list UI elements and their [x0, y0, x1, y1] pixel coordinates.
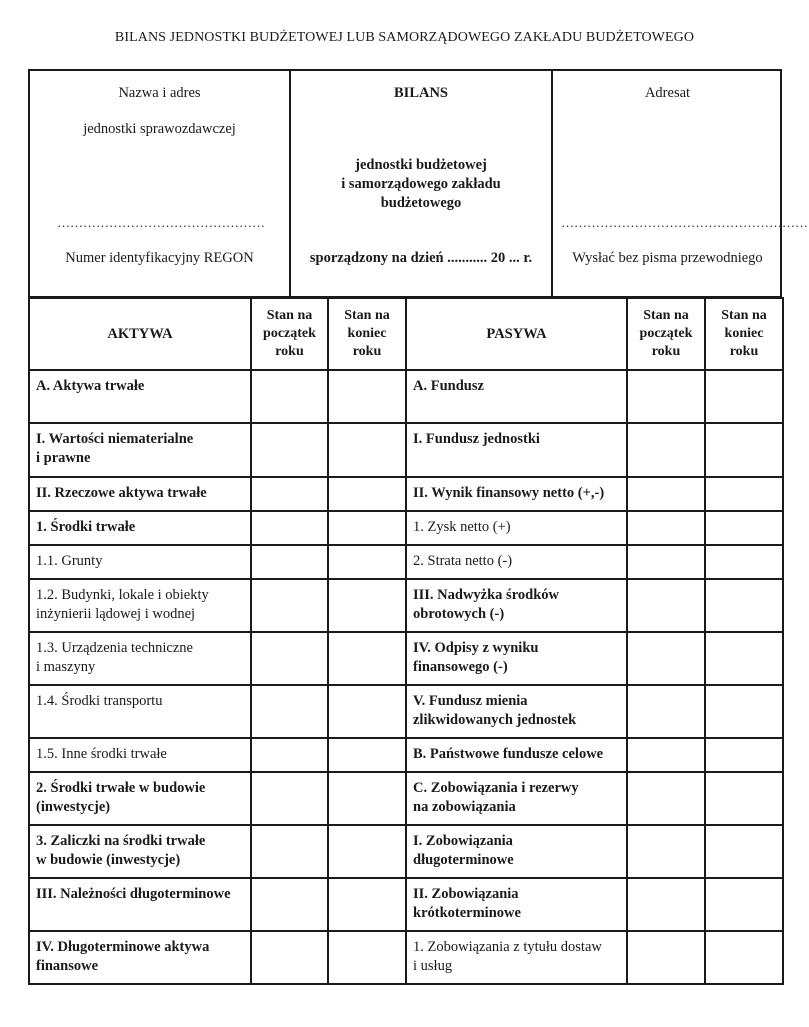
aktywa-item-label: 1.4. Środki transportu: [29, 685, 251, 738]
assets-closing-value-cell[interactable]: [328, 511, 406, 545]
liabilities-closing-value-cell[interactable]: [705, 477, 783, 511]
assets-closing-value-cell[interactable]: [328, 772, 406, 825]
aktywa-item-label: IV. Długoterminowe aktywa finansowe: [29, 931, 251, 984]
assets-closing-value-cell[interactable]: [328, 423, 406, 477]
assets-closing-value-cell[interactable]: [328, 545, 406, 579]
table-row: [29, 423, 783, 477]
aktywa-item-label: 3. Zaliczki na środki trwałe w budowie (inwestycje): [29, 825, 251, 878]
assets-opening-value-cell[interactable]: [251, 931, 328, 984]
aktywa-item-label: 1.2. Budynki, lokale i obiekty inżynierii lądowej i wodnej: [29, 579, 251, 632]
addressee-section: [553, 71, 808, 296]
aktywa-item-label: 1. Środki trwałe: [29, 511, 251, 545]
addressee-dotline: …………………………………………………: [561, 215, 808, 230]
liabilities-closing-value-cell[interactable]: [705, 738, 783, 772]
assets-opening-value-cell[interactable]: [251, 477, 328, 511]
liabilities-closing-value-cell[interactable]: [705, 685, 783, 738]
table-row: [29, 632, 783, 685]
assets-closing-value-cell[interactable]: [328, 825, 406, 878]
pasywa-item-label: C. Zobowiązania i rezerwy na zobowiązania: [406, 772, 627, 825]
table-row: [29, 511, 783, 545]
liabilities-opening-value-cell[interactable]: [627, 931, 705, 984]
aktywa-item-label: 1.1. Grunty: [29, 545, 251, 579]
send-without-letter-label: Wysłać bez pisma przewodniego: [572, 250, 763, 266]
pasywa-item-label: IV. Odpisy z wyniku finansowego (-): [406, 632, 627, 685]
table-row: [29, 878, 783, 931]
table-row: [29, 579, 783, 632]
document-title: BILANS JEDNOSTKI BUDŻETOWEJ LUB SAMORZĄDOWEGO ZAKŁADU BUDŻETOWEGO: [114, 30, 695, 45]
assets-closing-value-cell[interactable]: [328, 477, 406, 511]
assets-opening-balance-header: Stan na początek roku: [251, 298, 328, 370]
addressee-label: Adresat: [644, 85, 691, 101]
pasywa-item-label: I. Fundusz jednostki: [406, 423, 627, 477]
liabilities-closing-value-cell[interactable]: [705, 632, 783, 685]
unit-name-dotline: …………………………………………: [57, 215, 265, 230]
aktywa-item-label: I. Wartości niematerialne i prawne: [29, 423, 251, 477]
assets-opening-value-cell[interactable]: [251, 511, 328, 545]
balance-table: [28, 297, 784, 985]
liabilities-opening-value-cell[interactable]: [627, 772, 705, 825]
assets-opening-value-cell[interactable]: [251, 423, 328, 477]
assets-closing-value-cell[interactable]: [328, 579, 406, 632]
balance-title-section: [291, 71, 553, 296]
pasywa-item-label: III. Nadwyżka środków obrotowych (-): [406, 579, 627, 632]
balance-subtitle-2: i samorządowego zakładu: [341, 176, 501, 192]
assets-closing-value-cell[interactable]: [328, 685, 406, 738]
liabilities-opening-value-cell[interactable]: [627, 632, 705, 685]
liabilities-opening-value-cell[interactable]: [627, 511, 705, 545]
assets-closing-value-cell[interactable]: [328, 738, 406, 772]
table-row: [29, 545, 783, 579]
balance-subtitle-3: budżetowego: [380, 195, 462, 211]
liabilities-closing-value-cell[interactable]: [705, 579, 783, 632]
assets-opening-value-cell[interactable]: [251, 738, 328, 772]
date-field-label: sporządzony na dzień ........... 20 ... r.: [309, 250, 533, 266]
pasywa-item-label: 1. Zysk netto (+): [406, 511, 627, 545]
liabilities-opening-value-cell[interactable]: [627, 370, 705, 423]
liabilities-opening-value-cell[interactable]: [627, 477, 705, 511]
liabilities-opening-value-cell[interactable]: [627, 423, 705, 477]
liabilities-closing-value-cell[interactable]: [705, 423, 783, 477]
assets-closing-value-cell[interactable]: [328, 632, 406, 685]
liabilities-closing-value-cell[interactable]: [705, 772, 783, 825]
pasywa-header: PASYWA: [406, 298, 627, 370]
assets-closing-value-cell[interactable]: [328, 370, 406, 423]
table-row: [29, 477, 783, 511]
liabilities-opening-value-cell[interactable]: [627, 738, 705, 772]
pasywa-item-label: 2. Strata netto (-): [406, 545, 627, 579]
assets-closing-value-cell[interactable]: [328, 931, 406, 984]
table-row: [29, 772, 783, 825]
table-row: [29, 931, 783, 984]
unit-name-label: Nazwa i adres: [118, 85, 201, 101]
balance-title: BILANS: [394, 85, 448, 101]
assets-opening-value-cell[interactable]: [251, 772, 328, 825]
table-header-row: [29, 298, 783, 370]
assets-opening-value-cell[interactable]: [251, 878, 328, 931]
pasywa-item-label: II. Wynik finansowy netto (+,-): [406, 477, 627, 511]
assets-opening-value-cell[interactable]: [251, 579, 328, 632]
assets-closing-balance-header: Stan na koniec roku: [328, 298, 406, 370]
unit-name-label-2: jednostki sprawozdawczej: [83, 121, 236, 137]
aktywa-header: AKTYWA: [29, 298, 251, 370]
aktywa-item-label: 2. Środki trwałe w budowie (inwestycje): [29, 772, 251, 825]
liabilities-closing-value-cell[interactable]: [705, 825, 783, 878]
pasywa-item-label: 1. Zobowiązania z tytułu dostaw i usług: [406, 931, 627, 984]
liabilities-opening-value-cell[interactable]: [627, 579, 705, 632]
liabilities-closing-value-cell[interactable]: [705, 370, 783, 423]
assets-opening-value-cell[interactable]: [251, 370, 328, 423]
liabilities-opening-balance-header: Stan na początek roku: [627, 298, 705, 370]
regon-label: Numer identyfikacyjny REGON: [65, 250, 254, 266]
aktywa-item-label: 1.5. Inne środki trwałe: [29, 738, 251, 772]
liabilities-opening-value-cell[interactable]: [627, 545, 705, 579]
assets-closing-value-cell[interactable]: [328, 878, 406, 931]
pasywa-item-label: V. Fundusz mienia zlikwidowanych jednostek: [406, 685, 627, 738]
liabilities-opening-value-cell[interactable]: [627, 878, 705, 931]
table-row: [29, 825, 783, 878]
liabilities-closing-value-cell[interactable]: [705, 511, 783, 545]
balance-subtitle-1: jednostki budżetowej: [355, 157, 487, 173]
table-row: [29, 685, 783, 738]
assets-opening-value-cell[interactable]: [251, 632, 328, 685]
pasywa-item-label: B. Państwowe fundusze celowe: [406, 738, 627, 772]
reporting-unit-section: [30, 71, 291, 296]
pasywa-item-label: I. Zobowiązania długoterminowe: [406, 825, 627, 878]
liabilities-opening-value-cell[interactable]: [627, 685, 705, 738]
aktywa-item-label: II. Rzeczowe aktywa trwałe: [29, 477, 251, 511]
table-row: [29, 370, 783, 423]
liabilities-closing-value-cell[interactable]: [705, 931, 783, 984]
liabilities-opening-value-cell[interactable]: [627, 825, 705, 878]
assets-opening-value-cell[interactable]: [251, 685, 328, 738]
liabilities-closing-balance-header: Stan na koniec roku: [705, 298, 783, 370]
aktywa-item-label: A. Aktywa trwałe: [29, 370, 251, 423]
liabilities-closing-value-cell[interactable]: [705, 545, 783, 579]
table-row: [29, 738, 783, 772]
pasywa-item-label: II. Zobowiązania krótkoterminowe: [406, 878, 627, 931]
aktywa-item-label: III. Należności długoterminowe: [29, 878, 251, 931]
aktywa-item-label: 1.3. Urządzenia techniczne i maszyny: [29, 632, 251, 685]
assets-opening-value-cell[interactable]: [251, 545, 328, 579]
liabilities-closing-value-cell[interactable]: [705, 878, 783, 931]
pasywa-item-label: A. Fundusz: [406, 370, 627, 423]
header-box: [28, 69, 808, 298]
assets-opening-value-cell[interactable]: [251, 825, 328, 878]
